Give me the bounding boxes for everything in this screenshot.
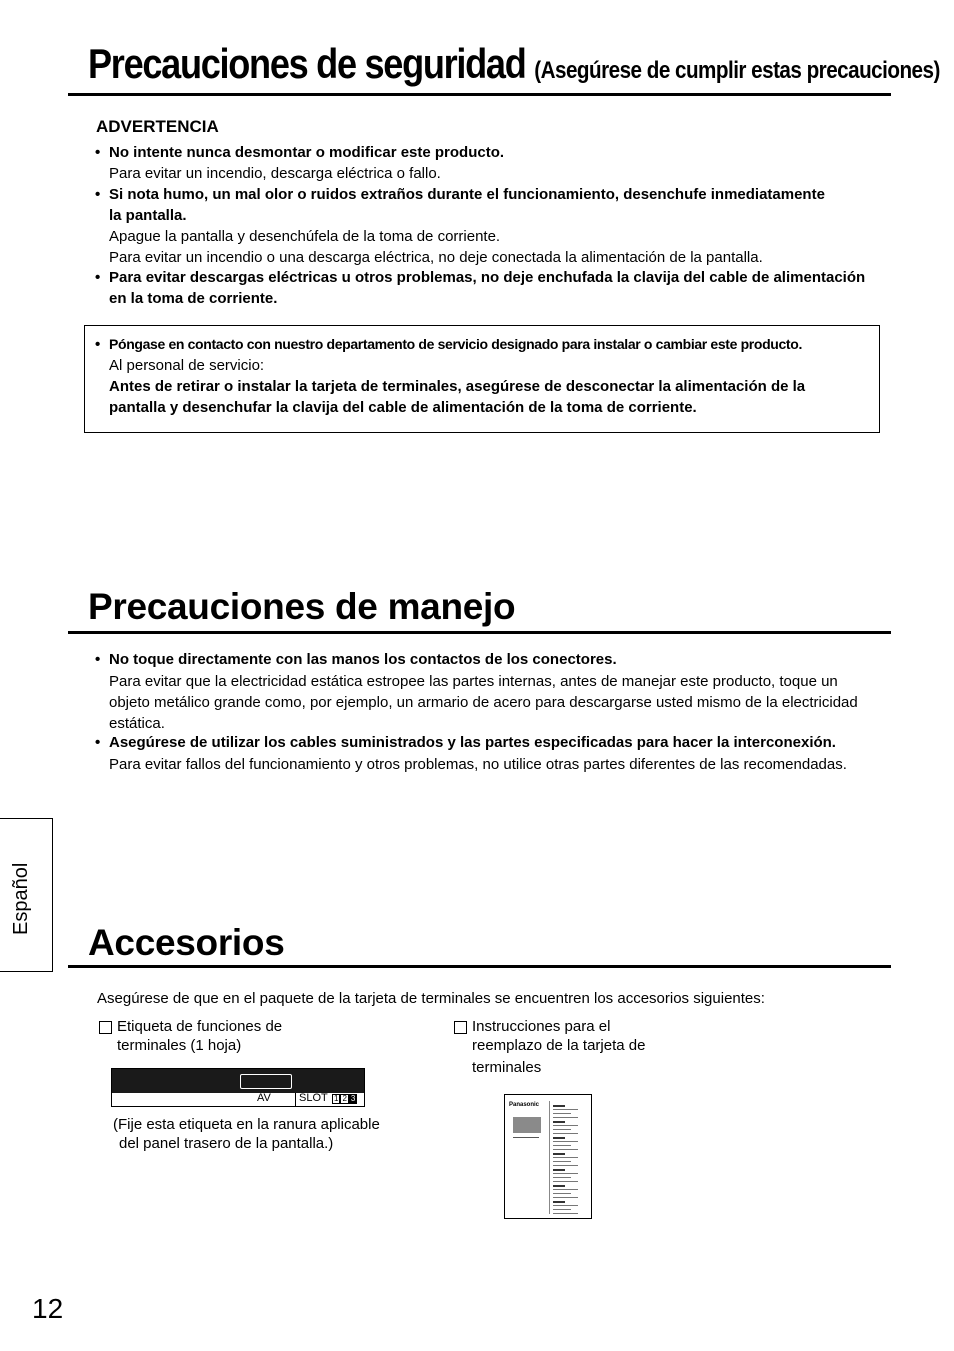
handling-bold: No toque directamente con las manos los contactos de los conectores.	[109, 651, 617, 668]
accessory-text: reemplazo de la tarjeta de	[472, 1037, 646, 1054]
accessories-intro: Asegúrese de que en el paquete de la tarjeta de terminales se encuentren los accesorios siguientes:	[97, 990, 765, 1007]
accessory-text: terminales (1 hoja)	[117, 1037, 242, 1054]
checkbox-instructions[interactable]	[454, 1021, 467, 1034]
manual-text-line	[553, 1133, 578, 1134]
manual-text-line	[553, 1141, 578, 1142]
manual-text-line	[553, 1145, 571, 1146]
service-notice-text: Al personal de servicio:	[109, 357, 265, 374]
manual-text-line	[553, 1209, 571, 1210]
manual-text-line	[553, 1169, 565, 1171]
handling-text: estática.	[109, 715, 165, 732]
bullet-icon: •	[95, 269, 101, 286]
label-av-text: AV	[257, 1092, 271, 1104]
safety-subtitle: (Asegúrese de cumplir estas precauciones)	[534, 57, 940, 84]
warning-bold: la pantalla.	[109, 207, 187, 224]
page-number: 12	[32, 1293, 64, 1324]
bullet-icon: •	[95, 144, 101, 161]
manual-text-line	[553, 1193, 571, 1194]
service-notice	[95, 334, 875, 418]
manual-text-line	[553, 1201, 565, 1203]
accessories-title: Accesorios	[88, 922, 285, 963]
manual-text-line	[553, 1113, 571, 1114]
service-notice-bold: Póngase en contacto con nuestro departamento de servicio designado para instalar o cambiar este producto.	[109, 336, 802, 352]
slot-numbers	[332, 1094, 357, 1104]
handling-text: objeto metálico grande como, por ejemplo, un armario de acero para descargarse usted mismo de la electricidad	[109, 694, 858, 711]
handling-item	[95, 732, 895, 775]
handling-bold: Asegúrese de utilizar los cables suministrados y las partes especificadas para hacer la interconexión.	[109, 734, 836, 751]
manual-text-line	[553, 1161, 571, 1162]
slot-number: 1	[334, 1094, 339, 1103]
manual-text-line	[553, 1121, 565, 1123]
manual-text-line	[553, 1181, 578, 1182]
bullet-icon: •	[95, 734, 101, 751]
warning-bold: No intente nunca desmontar o modificar este producto.	[109, 144, 505, 161]
bullet-icon: •	[95, 336, 101, 353]
manual-photo	[513, 1117, 541, 1133]
handling-text: Para evitar fallos del funcionamiento y otros problemas, no utilice otras partes diferentes de las recomendadas.	[109, 756, 847, 773]
manual-text-line	[553, 1197, 578, 1198]
manual-text-line	[553, 1177, 571, 1178]
manual-text-line	[553, 1117, 578, 1118]
label-note-text: (Fije esta etiqueta en la ranura aplicable	[113, 1116, 380, 1133]
manual-text-line	[553, 1149, 578, 1150]
bullet-icon: •	[95, 186, 101, 203]
terminal-function-label-illustration	[111, 1068, 365, 1107]
manual-text-line	[553, 1109, 578, 1110]
accessory-item-instructions	[472, 1017, 645, 1077]
accessory-text: Instrucciones para el	[472, 1018, 611, 1035]
warning-text: Para evitar un incendio o una descarga eléctrica, no deje conectada la alimentación de la pantalla.	[109, 249, 763, 266]
label-slot-text: SLOT	[299, 1092, 328, 1104]
warning-bold: en la toma de corriente.	[109, 290, 278, 307]
safety-title-main: Precauciones de seguridad	[88, 40, 526, 87]
warning-text: Apague la pantalla y desenchúfela de la toma de corriente.	[109, 228, 501, 245]
safety-title-rule	[68, 93, 891, 96]
manual-text-line	[553, 1173, 578, 1174]
handling-title: Precauciones de manejo	[88, 586, 516, 627]
manual-text-line	[553, 1129, 571, 1130]
language-label: Español	[10, 862, 32, 935]
manual-text-line	[553, 1185, 565, 1187]
safety-title	[88, 40, 940, 88]
manual-text-line	[553, 1165, 578, 1166]
warning-bold: Para evitar descargas eléctricas u otros problemas, no deje enchufada la clavija del cable de alimentación	[109, 269, 866, 286]
manual-text-line	[553, 1153, 565, 1155]
manual-text-line	[553, 1125, 578, 1126]
manual-text-line	[553, 1189, 578, 1190]
manual-text-line	[553, 1157, 578, 1158]
manual-text-line	[553, 1205, 578, 1206]
slot-number: 2	[342, 1094, 347, 1103]
warning-text: Para evitar un incendio, descarga eléctrica o fallo.	[109, 165, 441, 182]
handling-text: Para evitar que la electricidad estática estropee las partes internas, antes de manejar este producto, toque un	[109, 673, 838, 690]
handling-title-rule	[68, 631, 891, 634]
accessory-text: terminales	[472, 1059, 542, 1076]
bullet-icon: •	[95, 651, 101, 668]
accessory-text: Etiqueta de funciones de	[117, 1018, 283, 1035]
manual-rule	[513, 1137, 539, 1138]
label-dark-strip	[112, 1069, 364, 1093]
service-notice-bold: pantalla y desenchufar la clavija del cable de alimentación de la toma de corriente.	[109, 399, 697, 416]
warning-heading: ADVERTENCIA	[96, 117, 219, 136]
warning-item	[95, 267, 895, 309]
manual-brand: Panasonic	[509, 1102, 540, 1108]
warning-item	[95, 142, 895, 184]
warning-item	[95, 184, 895, 268]
slot-number: 3	[350, 1094, 356, 1103]
instruction-sheet-illustration	[504, 1094, 592, 1219]
label-note	[113, 1115, 380, 1153]
scart-connector-icon	[240, 1074, 292, 1089]
warning-bold: Si nota humo, un mal olor o ruidos extraños durante el funcionamiento, desenchufe inmediatamente	[109, 186, 825, 203]
label-note-text: del panel trasero de la pantalla.)	[119, 1135, 334, 1152]
manual-text-line	[553, 1105, 565, 1107]
manual-text-line	[553, 1213, 578, 1214]
label-divider	[295, 1093, 296, 1106]
handling-item	[95, 649, 895, 734]
accessory-item-label-sheet	[117, 1017, 282, 1055]
accessories-title-rule	[68, 965, 891, 968]
manual-text-column	[549, 1101, 590, 1214]
service-notice-bold: Antes de retirar o instalar la tarjeta de terminales, asegúrese de desconectar la alimentación de la	[109, 378, 806, 395]
manual-text-line	[553, 1137, 565, 1139]
checkbox-label-sheet[interactable]	[99, 1021, 112, 1034]
